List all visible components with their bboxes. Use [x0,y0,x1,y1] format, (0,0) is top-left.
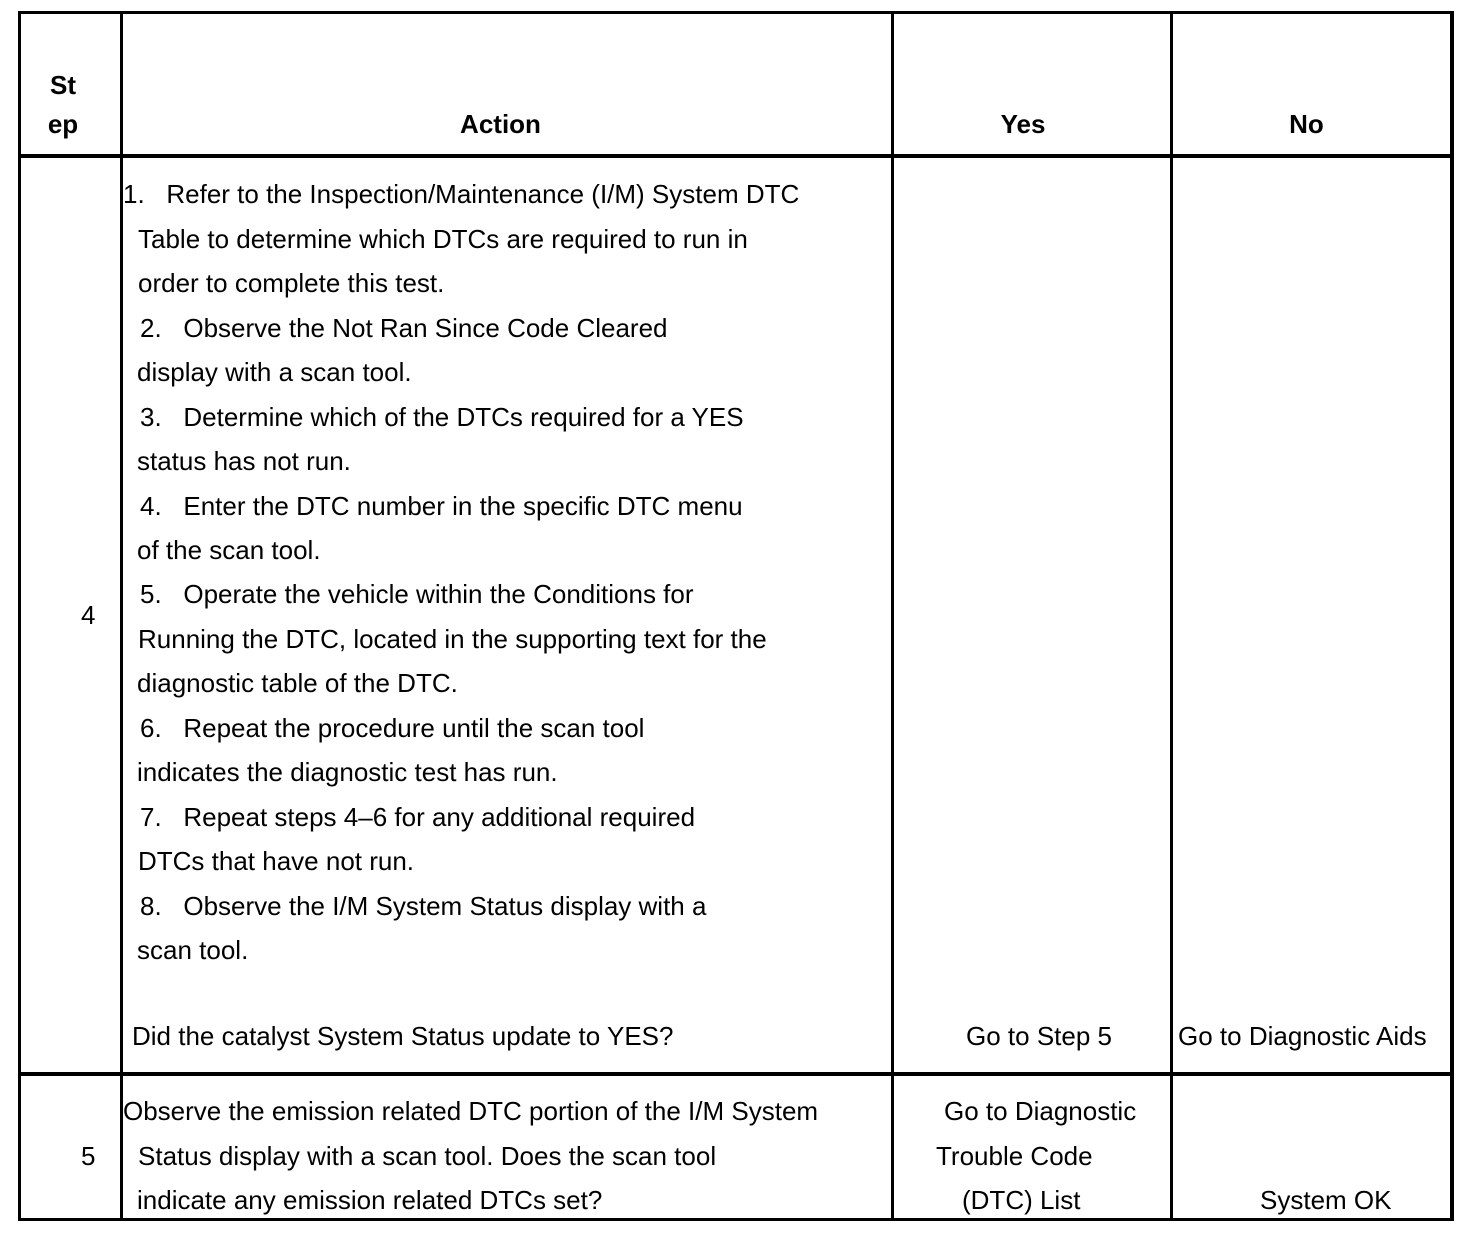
row-4-action-line: Running the DTC, located in the supporting text for the [138,624,767,654]
header-bottom-border [18,154,1454,158]
header-no: No [1289,109,1324,139]
row-4-action-line: 3. Determine which of the DTCs required for a YES [140,402,744,432]
row-4-yes: Go to Step 5 [966,1021,1112,1051]
row-4-action-line: 1. Refer to the Inspection/Maintenance (I/M) System DTC [123,179,800,209]
header-step [21,66,105,144]
column-divider-yes [1170,11,1173,1221]
row-divider [18,1072,1454,1076]
row-4-question: Did the catalyst System Status update to YES? [132,1021,674,1051]
row-5-yes-line: (DTC) List [962,1185,1081,1215]
row-5-yes-line: Go to Diagnostic [944,1096,1137,1126]
column-divider-action [891,11,894,1221]
row-4-action-line: status has not run. [137,446,351,476]
row-4-action-line: Table to determine which DTCs are required to run in [138,224,748,254]
row-4-action-line: 5. Operate the vehicle within the Conditions for [140,579,694,609]
row-4-step: 4 [81,600,96,630]
row-4-action-line: 4. Enter the DTC number in the specific DTC menu [140,491,743,521]
row-4-action-line: 7. Repeat steps 4–6 for any additional required [140,802,696,832]
diagnostic-table [18,11,1454,1221]
row-4-action-line: 2. Observe the Not Ran Since Code Cleared [140,313,668,343]
row-5-action-line: Status display with a scan tool. Does the scan tool [138,1141,717,1171]
table-left-border [18,11,21,1221]
row-5-step: 5 [81,1141,96,1171]
row-5-action-line: Observe the emission related DTC portion of the I/M System [123,1096,819,1126]
header-action: Action [460,109,541,139]
row-4-action-line: scan tool. [137,935,249,965]
row-5-yes-line: Trouble Code [936,1141,1093,1171]
header-step-line1: St [50,70,76,100]
header-yes: Yes [1000,109,1046,139]
row-4-action-line: display with a scan tool. [137,357,412,387]
table-right-border [1450,11,1454,1221]
row-4-action-line: DTCs that have not run. [138,846,415,876]
table-top-border [18,11,1454,14]
row-4-no: Go to Diagnostic Aids [1178,1021,1427,1051]
header-step-line2: ep [47,109,79,139]
row-4-action-line: order to complete this test. [138,268,445,298]
row-4-action-line: of the scan tool. [137,535,321,565]
row-5-no: System OK [1260,1185,1392,1215]
row-4-action-line: indicates the diagnostic test has run. [137,757,558,787]
row-5-action-line: indicate any emission related DTCs set? [137,1185,603,1215]
row-4-action-line: 6. Repeat the procedure until the scan tool [140,713,645,743]
row-4-action-line: diagnostic table of the DTC. [137,668,458,698]
row-4-action-line: 8. Observe the I/M System Status display with a [140,891,707,921]
